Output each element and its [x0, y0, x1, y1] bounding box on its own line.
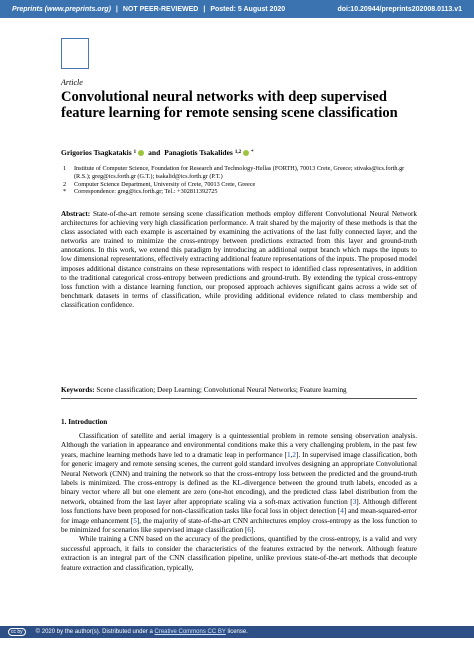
- paper-title: Convolutional neural networks with deep supervised feature learning for remote sensing scene classification: [61, 89, 398, 121]
- cc-by-license-icon[interactable]: cc by: [8, 628, 26, 636]
- author-line: [61, 148, 254, 157]
- author-affil-sup: 1: [133, 150, 137, 155]
- section-divider: [61, 398, 417, 399]
- author-name: Grigorios Tsagkatakis: [61, 148, 132, 157]
- preprint-header-bar: [0, 0, 474, 18]
- paragraph: While training a CNN based on the accuracy of the predictions, quantified by the cross-entropy, is a valid and very successful approach, it fails to consider the characteristics of the features extracted by the network. Although feature extraction is an integral part of the CNN classification pipeline, unlike previous state-of-the-art methods that decouple feature extraction and classification, typically,: [61, 535, 417, 572]
- abstract-label: Abstract:: [61, 210, 91, 218]
- citation-link[interactable]: 1: [286, 450, 291, 459]
- author-name: Panagiotis Tsakalides: [164, 148, 233, 157]
- review-status: NOT PEER-REVIEWED: [122, 5, 199, 13]
- doi-link[interactable]: doi:10.20944/preprints202008.0113.v1: [337, 5, 462, 13]
- abstract: [61, 210, 417, 310]
- license-footer: [0, 626, 474, 638]
- section-heading: 1. Introduction: [61, 418, 108, 426]
- affiliations: [61, 165, 417, 196]
- author-affil-sup: 1,2: [234, 150, 242, 155]
- preprints-site-link[interactable]: Preprints (www.preprints.org): [12, 5, 111, 13]
- journal-logo-placeholder: [61, 38, 89, 69]
- keywords: [61, 386, 417, 395]
- footer-text-end: license.: [227, 629, 248, 635]
- article-type: Article: [61, 78, 83, 87]
- citation-link[interactable]: 4: [340, 507, 344, 516]
- footer-text: © 2020 by the author(s). Distributed under a: [35, 629, 153, 635]
- affiliation-item: 1 Institute of Computer Science, Foundation for Research and Technology-Hellas (FORTH), 70013 Crete, Greece; stivaks@ics.forth.gr (R.S.); greg@ics.forth.gr (G.T.); tsakalid@ics.forth.gr (P.T.): [63, 165, 405, 180]
- citation-link[interactable]: 5: [133, 516, 137, 525]
- keywords-label: Keywords:: [61, 386, 95, 394]
- citation-link[interactable]: 6: [247, 526, 252, 535]
- affiliation-item: 2 Computer Science Department, University of Crete, 70013 Crete, Greece: [63, 180, 256, 188]
- keywords-text: Scene classification; Deep Learning; Convolutional Neural Networks; Feature learning: [96, 386, 347, 394]
- orcid-icon[interactable]: [138, 150, 144, 156]
- cc-license-link[interactable]: Creative Commons CC BY: [154, 629, 226, 635]
- posted-date: Posted: 5 August 2020: [210, 5, 286, 13]
- citation-link[interactable]: 2: [292, 450, 296, 459]
- header-separator: |: [203, 5, 206, 13]
- corresponding-marker: *: [251, 150, 254, 155]
- abstract-text: State-of-the-art remote sensing scene classification methods employ different Convolutional Neural Network architectures for achieving very high classification performance. A trait shared by the majority of these methods is that the class associated with each example is ascertained by examining the activations of the last fully connected layer, and the networks are trained to minimize the cross-entropy between predictions extracted from this layer and ground-truth annotations. In this work, we extend this paradigm by introducing an additional output branch which maps the inputs to low dimensional representations, effectively extracting additional feature representations of the inputs. The proposed model imposes additional distance constrains on these representations with respect to identified class representatives, in addition to the traditional categorical cross-entropy between predictions and ground-truth. By extending the typical cross-entropy loss function with a distance learning function, our proposed approach achieves significant gains across a wide set of benchmark datasets in terms of classification, while providing additional evidence related to class membership and classification confidence.: [61, 210, 417, 309]
- citation-link[interactable]: 3: [352, 497, 357, 506]
- affiliation-item: * Correspondence: greg@ics.forth.gr; Tel.: +302811392725: [63, 188, 218, 196]
- header-separator: |: [115, 5, 118, 13]
- orcid-icon[interactable]: [243, 150, 249, 156]
- introduction-body: [61, 432, 417, 573]
- author-conjunction: and: [148, 148, 161, 157]
- paragraph: Classification of satellite and aerial imagery is a quintessential problem in remote sensing observation analysis. Although the variation in appearance and environmental conditions make this a very challenging problem, in the past few years, machine learning methods have led to a dramatic leap in performance [1,2]. In supervised image classification, both for generic imagery and remote sensing scenes, the current gold standard involves designing an appropriate Convolutional Neural Network (CNN) and training the network so that the cross-entropy loss between the predicted and the ground-truth labels is minimized. The cross-entropy is defined as the KL-divergence between the ground truth labels, encoded as a binary vector where all but one element are zero (one-hot encoding), and the predicted class label distribution from the network, obtained from the last layer after appropriate scaling via a soft-max activation function [3]. Although different loss functions have been proposed for non-classification tasks like focal loss in object detection [4] and mean-squared-error for image enhancement [5], the majority of state-of-the-art CNN architectures employ cross-entropy as the loss function to be minimized for scenarios like supervised image classification [6].: [61, 432, 418, 535]
